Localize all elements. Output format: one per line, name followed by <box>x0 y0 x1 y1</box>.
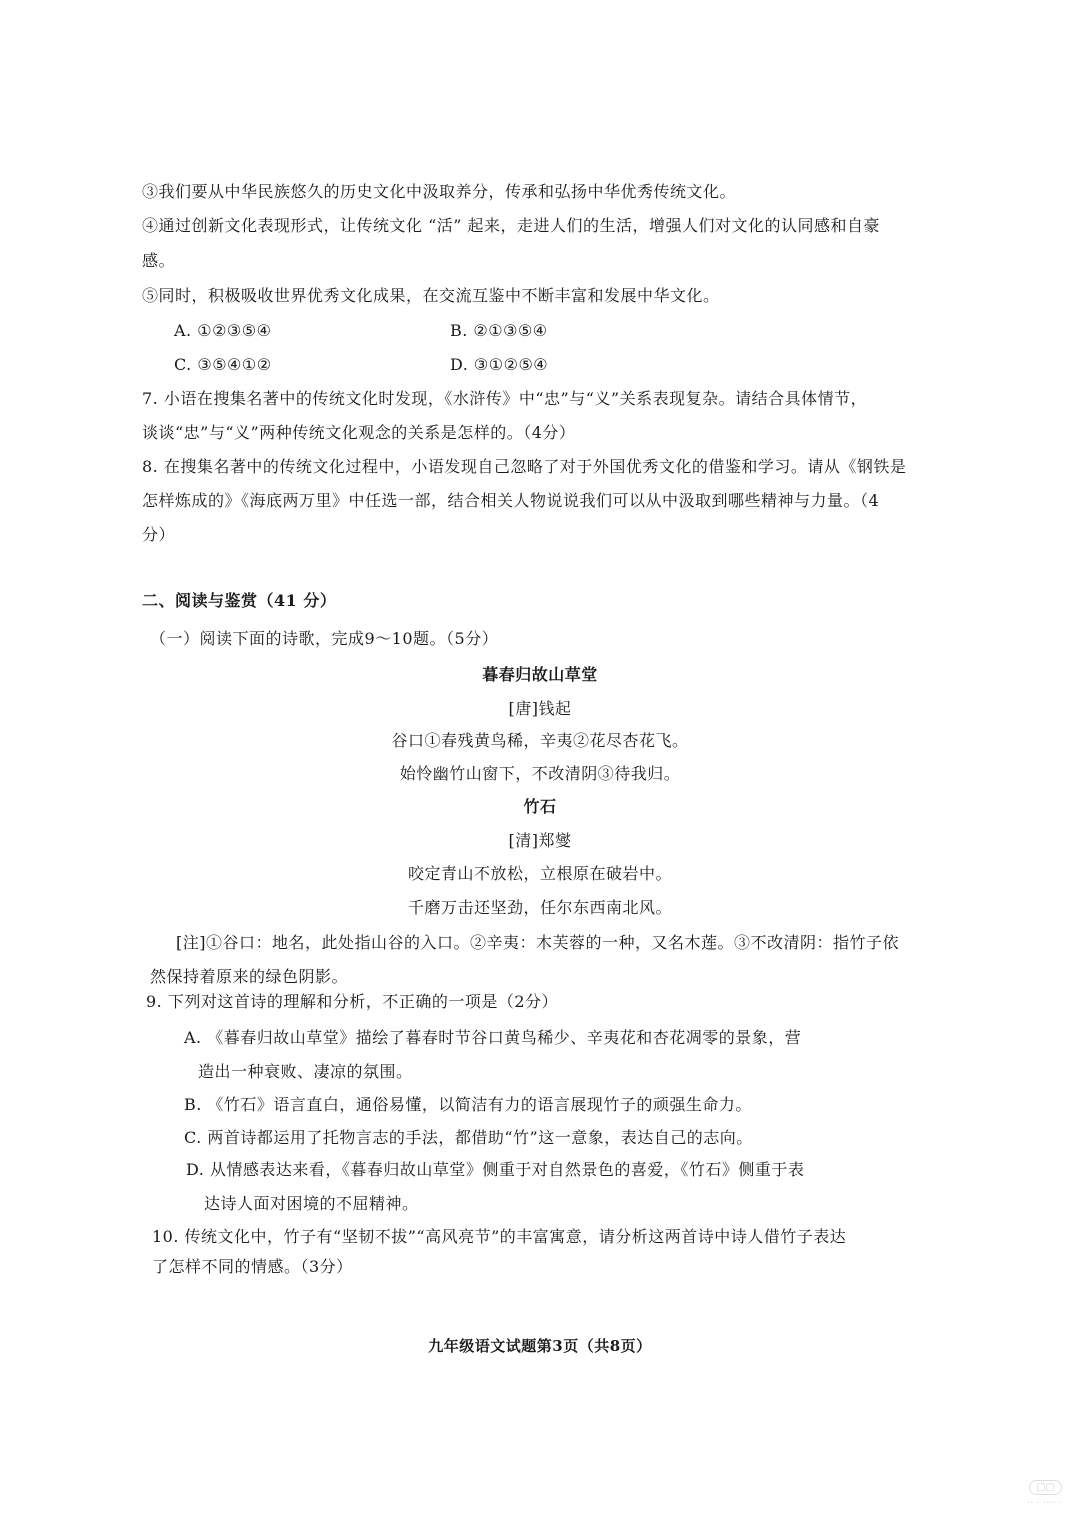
poem-1-line-2: 始怜幽竹山窗下，不改清阴③待我归。 <box>399 764 681 783</box>
section-2-part-1-intro: （一）阅读下面的诗歌，完成9～10题。（5分） <box>150 629 499 648</box>
q9-option-c: C. 两首诗都运用了托物言志的手法，都借助“竹”这一意象，表达自己的志向。 <box>184 1128 753 1147</box>
poem-1-author: [唐]钱起 <box>508 699 572 718</box>
item-3: ③我们要从中华民族悠久的历史文化中汲取养分，传承和弘扬中华优秀传统文化。 <box>142 182 737 201</box>
q6-option-c: C. ③⑤④①② <box>174 355 272 374</box>
notes-line-2: 然保持着原来的绿色阴影。 <box>150 967 349 986</box>
q6-option-a: A. ①②③⑤④ <box>174 321 272 340</box>
poem-2-line-1: 咬定青山不放松，立根原在破岩中。 <box>407 864 672 883</box>
poem-2-author: [清]郑燮 <box>508 831 572 850</box>
page-footer: 九年级语文试题第3页（共8页） <box>428 1337 652 1355</box>
q9-option-a-line-2: 造出一种衰败、凄凉的氛围。 <box>198 1062 413 1081</box>
poem-1-title: 暮春归故山草堂 <box>482 665 598 684</box>
q9-option-d-line-1: D. 从情感表达来看，《暮春归故山草堂》侧重于对自然景色的喜爱，《竹石》侧重于表 <box>186 1160 805 1179</box>
q8-line-1: 8. 在搜集名著中的传统文化过程中，小语发现自己忽略了对于外国优秀文化的借鉴和学习。请从《钢铁是 <box>142 457 907 476</box>
item-4-line-2: 感。 <box>142 251 176 270</box>
notes-line-1: [注]①谷口：地名，此处指山谷的入口。②辛夷：木芙蓉的一种，又名木莲。③不改清阴：指竹子依 <box>176 933 899 952</box>
poem-1-line-1: 谷口①春残黄鸟稀，辛夷②花尽杏花飞。 <box>391 731 689 750</box>
q9-option-d-line-2: 达诗人面对困境的不屈精神。 <box>204 1194 419 1213</box>
q8-line-3: 分） <box>142 525 176 544</box>
item-5: ⑤同时，积极吸收世界优秀文化成果，在交流互鉴中不断丰富和发展中华文化。 <box>142 286 720 305</box>
corner-watermark <box>922 1480 1062 1514</box>
q6-option-d: D. ③①②⑤④ <box>450 355 549 374</box>
poem-2-title: 竹石 <box>523 797 557 816</box>
q7-line-1: 7. 小语在搜集名著中的传统文化时发现，《水浒传》中“忠”与“义”关系表现复杂。请结合具体情节， <box>142 389 868 408</box>
section-2-title: 二、阅读与鉴赏（41 分） <box>142 591 337 610</box>
q9-stem: 9. 下列对这首诗的理解和分析，不正确的一项是（2分） <box>146 992 559 1011</box>
q10-line-2: 了怎样不同的情感。（3分） <box>152 1257 353 1276</box>
poem-2-line-2: 千磨万击还坚劲，任尔东西南北风。 <box>407 898 672 917</box>
q9-option-a-line-1: A. 《暮春归故山草堂》描绘了暮春时节谷口黄鸟稀少、辛夷花和杏花凋零的景象，营 <box>184 1028 802 1047</box>
q8-line-2: 怎样炼成的》《海底两万里》中任选一部，结合相关人物说说我们可以从中汲取到哪些精神与力量。（4 <box>142 491 880 510</box>
watermark-badge-icon: ▢▢ <box>1029 1480 1062 1495</box>
watermark-blur: ·· · ···· · <box>1027 1498 1062 1509</box>
q9-option-b: B. 《竹石》语言直白，通俗易懂，以简洁有力的语言展现竹子的顽强生命力。 <box>184 1095 752 1114</box>
item-4-line-1: ④通过创新文化表现形式，让传统文化 “活” 起来，走进人们的生活，增强人们对文化的认同感和自豪 <box>142 216 881 235</box>
q10-line-1: 10. 传统文化中，竹子有“坚韧不拔”“高风亮节”的丰富寓意，请分析这两首诗中诗人借竹子表达 <box>152 1227 847 1246</box>
q7-line-2: 谈谈“忠”与“义”两种传统文化观念的关系是怎样的。（4分） <box>142 423 576 442</box>
q6-option-b: B. ②①③⑤④ <box>450 321 548 340</box>
